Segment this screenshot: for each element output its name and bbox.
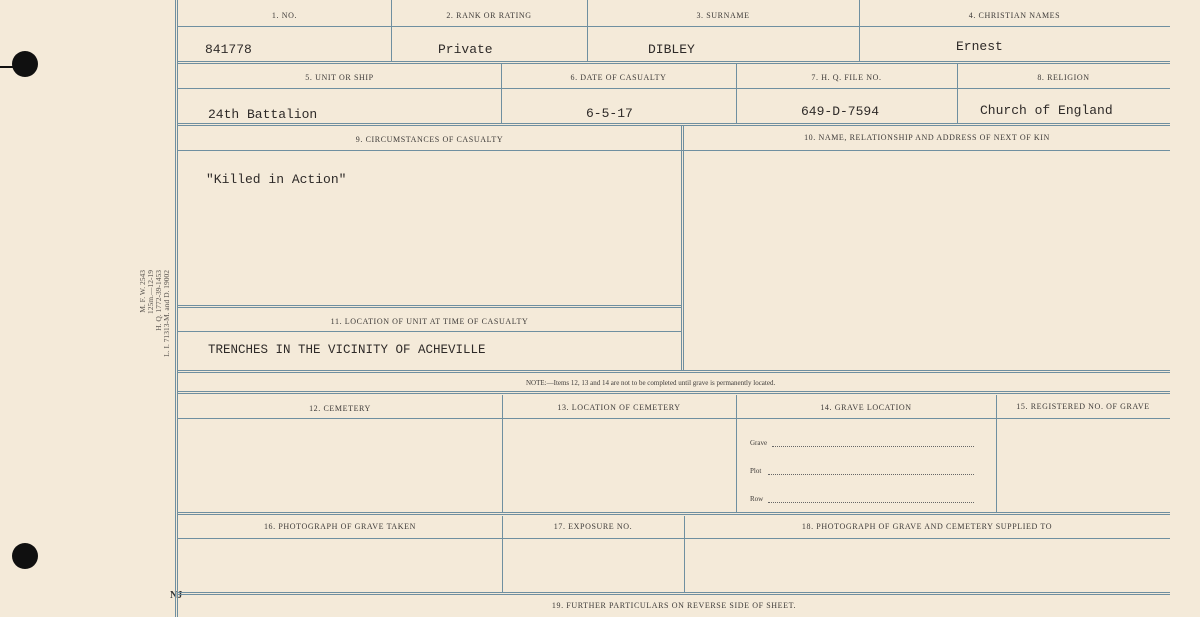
punch-hole-top-tail: [0, 66, 22, 68]
plot-dotted-line: [768, 474, 974, 475]
label-no: 1. NO.: [271, 11, 298, 20]
value-date: 6-5-17: [586, 106, 633, 121]
label-religion: 8. RELIGION: [1037, 73, 1090, 82]
row11-top-rule: [178, 305, 681, 308]
value-circumstances: "Killed in Action": [206, 172, 347, 187]
side-print-line-2: 125m.—12-19: [146, 270, 155, 314]
label-date: 6. DATE OF CASUALTY: [570, 73, 667, 82]
row1-bottom-rule: [178, 61, 1170, 64]
label-circumstances: 9. CIRCUMSTANCES OF CASUALTY: [355, 135, 504, 144]
row5-bottom-rule: [178, 592, 1170, 595]
label-hq-file: 7. H. Q. FILE NO.: [811, 73, 882, 82]
row1-divider-1: [391, 0, 392, 62]
punch-hole-top: [12, 51, 38, 77]
row3-center-divider: [681, 125, 684, 371]
note-bottom-rule: [178, 391, 1170, 394]
row11-label-rule: [178, 331, 681, 332]
label-location-unit: 11. LOCATION OF UNIT AT TIME OF CASUALTY: [330, 317, 529, 326]
note-top-rule: [178, 370, 1170, 373]
row1-label-rule: [178, 26, 1170, 27]
value-regimental-no: 841778: [205, 42, 252, 57]
label-photo-taken: 16. PHOTOGRAPH OF GRAVE TAKEN: [263, 522, 417, 531]
value-surname: DIBLEY: [648, 42, 695, 57]
row4-divider-3: [996, 395, 997, 513]
value-unit: 24th Battalion: [208, 107, 318, 122]
value-religion: Church of England: [980, 103, 1113, 118]
label-rank: 2. RANK OR RATING: [446, 11, 532, 20]
side-print-block: [136, 270, 170, 360]
label-cemetery-location: 13. LOCATION OF CEMETERY: [557, 403, 681, 412]
side-print-line-1: M. F. W. 2543: [138, 270, 147, 313]
label-exposure: 17. EXPOSURE NO.: [553, 522, 633, 531]
side-print-line-3: H. Q. 1772-39-1453: [154, 270, 163, 331]
row5-label-rule: [178, 538, 1170, 539]
row4-bottom-rule: [178, 512, 1170, 515]
row4-divider-2: [736, 395, 737, 513]
label-photo-supplied: 18. PHOTOGRAPH OF GRAVE AND CEMETERY SUPPLIED TO: [801, 522, 1053, 531]
label-surname: 3. SURNAME: [696, 11, 750, 20]
grave-dotted-line: [772, 446, 974, 447]
margin-initials: NJ: [170, 590, 183, 601]
value-christian-names: Ernest: [956, 39, 1003, 54]
row-dotted-line: [768, 502, 974, 503]
note-text: NOTE:—Items 12, 13 and 14 are not to be completed until grave is permanently located.: [526, 379, 776, 387]
punch-hole-bottom: [12, 543, 38, 569]
label-row: Row: [750, 495, 764, 503]
label-next-of-kin: 10. NAME, RELATIONSHIP AND ADDRESS OF NEXT OF KIN: [804, 133, 1050, 142]
value-hq-file: 649-D-7594: [801, 104, 880, 119]
label-grave-location: 14. GRAVE LOCATION: [820, 403, 912, 412]
label-grave: Grave: [750, 439, 768, 447]
label-registered-no: 15. REGISTERED NO. OF GRAVE: [1016, 402, 1150, 411]
side-print-line-4: L. I. 71313-M. and D. 19002: [162, 270, 171, 357]
row4-label-rule: [178, 418, 1170, 419]
label-christian-names: 4. CHRISTIAN NAMES: [968, 11, 1061, 20]
label-plot: Plot: [750, 467, 762, 475]
label-further-particulars: 19. FURTHER PARTICULARS ON REVERSE SIDE OF SHEET.: [551, 601, 797, 610]
row4-divider-1: [502, 395, 503, 513]
row1-divider-3: [859, 0, 860, 62]
row1-divider-2: [587, 0, 588, 62]
value-location-unit: TRENCHES IN THE VICINITY OF ACHEVILLE: [208, 343, 486, 357]
label-cemetery: 12. CEMETERY: [309, 404, 371, 413]
value-rank: Private: [438, 42, 493, 57]
label-unit: 5. UNIT OR SHIP: [305, 73, 374, 82]
row3-label-rule: [178, 150, 1170, 151]
row2-bottom-rule: [178, 123, 1170, 126]
row2-label-rule: [178, 88, 1170, 89]
